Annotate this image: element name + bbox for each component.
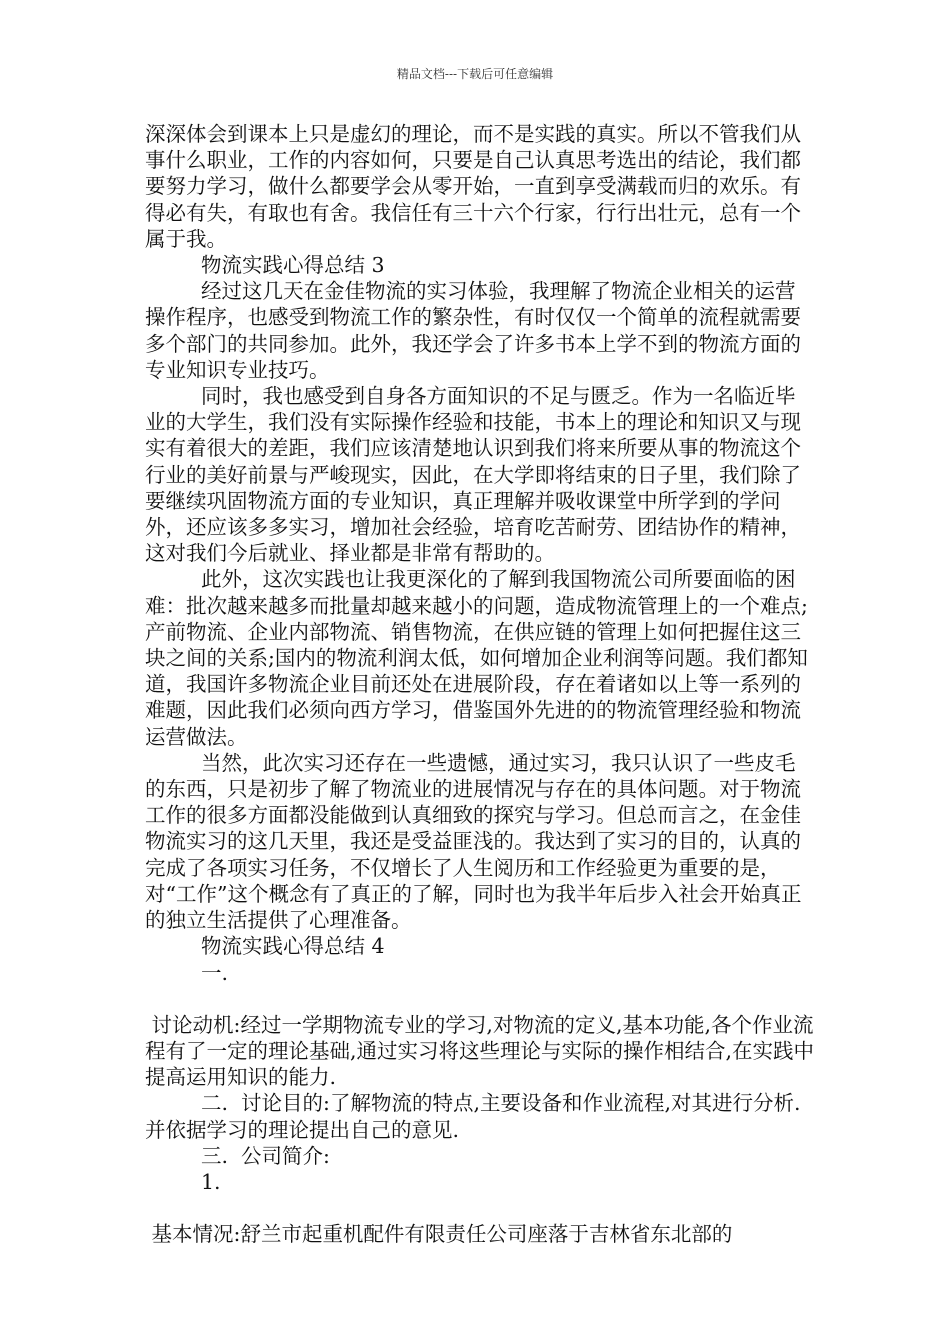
section-heading-4: 物流实践心得总结 4 <box>201 934 385 959</box>
section-heading-3: 物流实践心得总结 3 <box>201 253 385 278</box>
list-marker-one: 一. <box>201 960 229 985</box>
paragraph-shortcomings: 同时，我也感受到自身各方面知识的不足与匮乏。作为一名临近毕业的大学生，我们没有实际操作经验和技能，书本上的理论和知识又与现实有着很大的差距，我们应该清楚地认识到我们将来所要从事的物流这个行业的美好前景与严峻现实，因此，在大学即将结束的日子里，我们除了要继续巩固物流方面的专业知识，真正理解并吸收课堂中所学到的学问外，还应该多多实习，增加社会经验，培育吃苦耐劳、团结协作的精神，这对我们今后就业、择业都是非常有帮助的。 <box>145 384 801 566</box>
paragraph-intro: 深深体会到课本上只是虚幻的理论，而不是实践的真实。所以不管我们从事什么职业，工作的内容如何，只要是自己认真思考选出的结论，我们都要努力学习，做什么都要学会从零开始，一直到享受满载而归的欢乐。有得必有失，有取也有舍。我信任有三十六个行家，行行出壮元，总有一个属于我。 <box>145 122 801 251</box>
page-header: 精品文档---下载后可任意编辑 <box>396 67 554 81</box>
paragraph-motivation: 讨论动机:经过一学期物流专业的学习,对物流的定义,基本功能,各个作业流程有了一定的理论基础,通过实习将这些理论与实际的操作相结合,在实践中提高运用知识的能力. <box>145 1012 815 1090</box>
paragraph-basic-info: 基本情况:舒兰市起重机配件有限责任公司座落于吉林省东北部的 <box>145 1222 733 1247</box>
paragraph-difficulties: 此外，这次实践也让我更深化的了解到我国物流公司所要面临的困难：批次越来越多而批量却越来越小的问题，造成物流管理上的一个难点;产前物流、企业内部物流、销售物流，在供应链的管理上如何把握住这三块之间的关系;国内的物流利润太低，如何增加企业利润等问题。我们都知道，我国许多物流企业目前还处在进展阶段，存在着诸如以上等一系列的难题，因此我们必须向西方学习，借鉴国外先进的的物流管理经验和物流运营做法。 <box>145 567 808 749</box>
list-marker-1: 1. <box>201 1169 221 1194</box>
paragraph-experience: 经过这几天在金佳物流的实习体验，我理解了物流企业相关的运营操作程序，也感受到物流工作的繁杂性，有时仅仅一个简单的流程就需要多个部门的共同参加。此外，我还学会了许多书本上学不到的物流方面的专业知识专业技巧。 <box>145 279 801 382</box>
company-intro-heading: 三. 公司简介: <box>201 1143 330 1168</box>
paragraph-purpose: 二. 讨论目的:了解物流的特点,主要设备和作业流程,对其进行分析.并依据学习的理论提出自己的意见. <box>145 1091 801 1142</box>
document-body <box>145 121 815 1247</box>
paragraph-conclusion: 当然，此次实习还存在一些遗憾，通过实习，我只认识了一些皮毛的东西，只是初步了解了物流业的进展情况与存在的具体问题。对于物流工作的很多方面都没能做到认真细致的探究与学习。但总而言之，在金佳物流实习的这几天里，我还是受益匪浅的。我达到了实习的目的，认真的完成了各项实习任务，不仅增长了人生阅历和工作经验更为重要的是，对“工作”这个概念有了真正的了解，同时也为我半年后步入社会开始真正的独立生活提供了心理准备。 <box>145 750 802 933</box>
